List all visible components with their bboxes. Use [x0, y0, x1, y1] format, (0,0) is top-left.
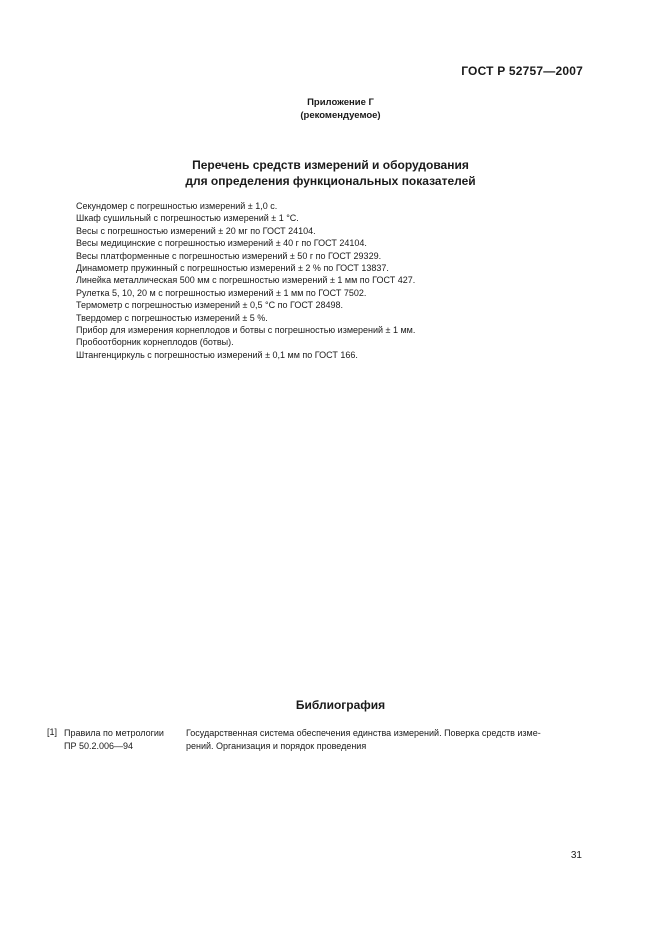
list-item: Твердомер с погрешностью измерений ± 5 %.: [76, 312, 268, 323]
bibliography-desc-line1: Государственная система обеспечения единства измерений. Поверка средств изме-: [186, 728, 541, 738]
bibliography-entry-number: [1]: [47, 727, 58, 737]
bibliography-source-line1: Правила по метрологии: [64, 728, 164, 738]
list-item: Термометр с погрешностью измерений ± 0,5 °С по ГОСТ 28498.: [76, 300, 344, 311]
list-title-line2: для определения функциональных показателей: [185, 174, 476, 188]
list-item: Весы с погрешностью измерений ± 20 мг по ГОСТ 24104.: [76, 225, 316, 236]
bibliography-entry-source: [64, 727, 164, 752]
list-item: Шкаф сушильный с погрешностью измерений ± 1 °С.: [76, 213, 299, 224]
list-title-line1: Перечень средств измерений и оборудования: [192, 158, 469, 172]
bibliography-title: Библиография: [295, 698, 386, 712]
list-item: Весы медицинские с погрешностью измерений ± 40 г по ГОСТ 24104.: [76, 238, 367, 249]
bibliography-desc-line2: рений. Организация и порядок проведения: [186, 740, 367, 751]
list-item: Рулетка 5, 10, 20 м с погрешностью измерений ± 1 мм по ГОСТ 7502.: [76, 287, 367, 298]
appendix-title: Приложение Г: [307, 97, 374, 108]
page-number: 31: [570, 850, 582, 861]
list-item: Секундомер с погрешностью измерений ± 1,0 с.: [76, 201, 278, 211]
list-item: Пробоотборник корнеплодов (ботвы).: [76, 337, 234, 348]
equipment-list: [76, 200, 415, 361]
list-item: Динамометр пружинный с погрешностью измерений ± 2 % по ГОСТ 13837.: [76, 263, 389, 274]
appendix-subtitle: (рекомендуемое): [300, 110, 381, 121]
document-standard-number: ГОСТ Р 52757—2007: [461, 64, 583, 78]
bibliography-source-line2: ПР 50.2.006—94: [64, 740, 134, 751]
list-item: Весы платформенные с погрешностью измерений ± 50 г по ГОСТ 29329.: [76, 250, 382, 261]
list-item: Линейка металлическая 500 мм с погрешностью измерений ± 1 мм по ГОСТ 427.: [76, 275, 416, 286]
list-item: Прибор для измерения корнеплодов и ботвы с погрешностью измерений ± 1 мм.: [76, 325, 416, 336]
list-item: Штангенциркуль с погрешностью измерений ± 0,1 мм по ГОСТ 166.: [76, 349, 358, 360]
bibliography-entry-description: [186, 727, 541, 752]
